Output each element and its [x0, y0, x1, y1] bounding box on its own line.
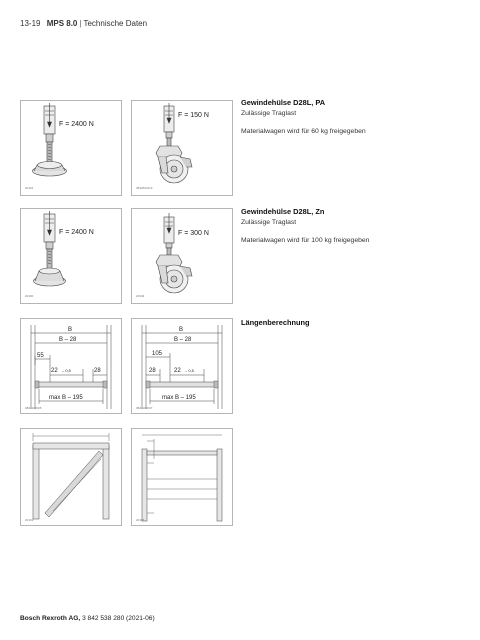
section-note: Materialwagen wird für 60 kg freigegeben: [241, 128, 366, 135]
section-title: Längenberechnung: [241, 318, 310, 327]
figure-caster-zn: [131, 208, 233, 304]
dim-28: 28: [94, 368, 101, 374]
figure-code: 20161: [25, 186, 34, 190]
dim-b-28: B – 28: [59, 337, 77, 343]
product-name: MPS 8.0: [46, 19, 78, 28]
force-label: F = 150 N: [178, 112, 209, 119]
figure-code: 3821102005: [25, 406, 42, 410]
dim-b-28: B – 28: [174, 337, 192, 343]
section-length: [241, 318, 461, 327]
header-separator: |: [79, 19, 82, 28]
force-label: F = 300 N: [178, 230, 209, 237]
dim-22: 22: [51, 368, 58, 374]
section-subtitle: Zulässige Traglast: [241, 219, 297, 226]
figure-code: 3842563113: [136, 186, 153, 190]
dim-tolerance: – 0,5: [62, 368, 71, 373]
figure-code: 20163: [25, 518, 34, 522]
section-pa: [241, 98, 461, 135]
dim-55: 55: [37, 353, 44, 359]
force-label: F = 2400 N: [59, 121, 94, 128]
section-zn: [241, 207, 461, 244]
section-note: Materialwagen wird für 100 kg freigegeben: [241, 237, 370, 244]
footer-company: Bosch Rexroth AG,: [20, 615, 81, 622]
dim-22: 22: [174, 368, 181, 374]
figure-code: 20166: [136, 518, 145, 522]
dim-max-b-195: max B – 195: [49, 395, 83, 401]
section-title: Gewindehülse D28L, PA: [241, 98, 326, 107]
section-subtitle: Zulässige Traglast: [241, 110, 297, 117]
figure-code: 3821102007: [136, 406, 153, 410]
page-footer: [20, 615, 155, 622]
dim-28: 28: [149, 368, 156, 374]
figure-leveling-foot-pa: [20, 100, 122, 196]
figure-frame-dimensions: [131, 428, 233, 526]
header-title: Technische Daten: [83, 19, 148, 28]
figure-length-calc-2: [131, 318, 233, 414]
figure-caster-pa: [131, 100, 233, 196]
dim-105: 105: [152, 351, 163, 357]
dim-b: B: [68, 327, 73, 333]
dim-b: B: [179, 327, 184, 333]
figure-leveling-foot-zn: [20, 208, 122, 304]
page-number: 13-19: [20, 19, 41, 28]
section-title: Gewindehülse D28L, Zn: [241, 207, 325, 216]
dim-max-b-195: max B – 195: [162, 395, 196, 401]
figure-code: 20349: [136, 294, 145, 298]
figure-length-calc-1: [20, 318, 122, 414]
figure-diagonal-brace: [20, 428, 122, 526]
figure-code: 20160: [25, 294, 34, 298]
dim-tolerance: – 0,5: [185, 368, 194, 373]
force-label: F = 2400 N: [59, 229, 94, 236]
page-header: [20, 19, 147, 28]
footer-doc-number: 3 842 538 280 (2021-06): [82, 615, 155, 622]
